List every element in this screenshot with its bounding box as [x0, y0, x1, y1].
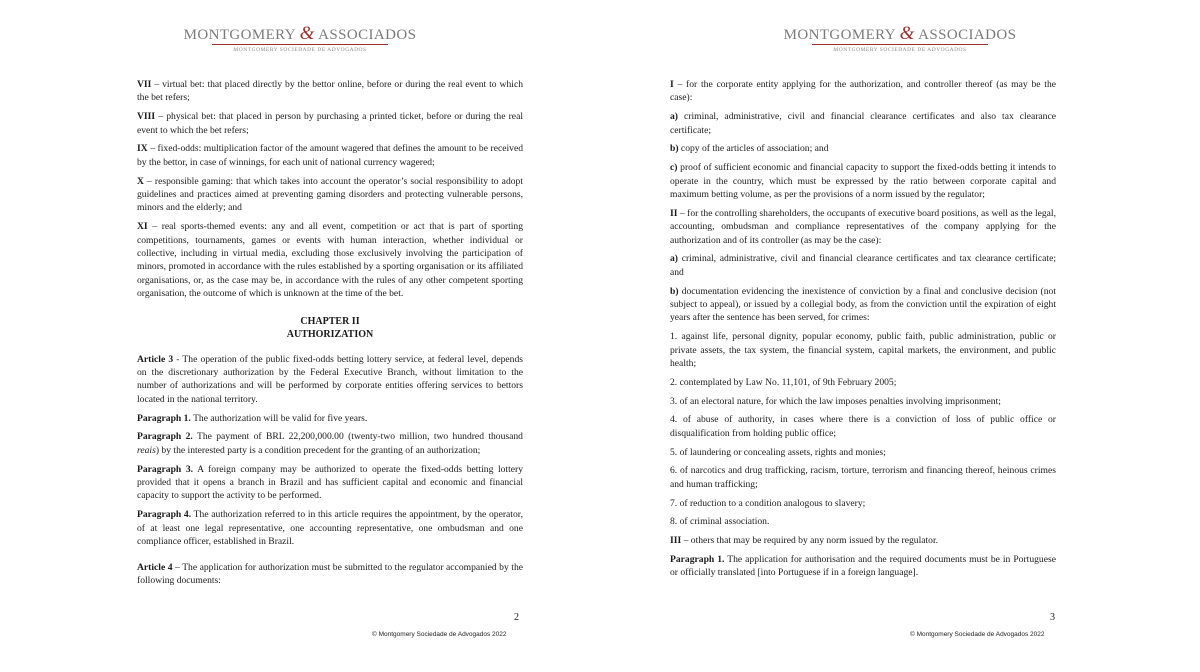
list-item: 7. of reduction to a condition analogous to slavery;	[670, 497, 866, 509]
paragraph: a) criminal, administrative, civil and financial clearance certificates and tax clearance certificate; and	[670, 253, 1056, 278]
paragraph: VII – virtual bet: that placed directly by the bettor online, before or during the real event to which the bet refers;	[137, 79, 523, 104]
paragraph: Paragraph 1. The authorization will be valid for five years.	[137, 412, 368, 424]
paragraph: VIII – physical bet: that placed in person by purchasing a printed ticket, before or during the real event to which the bet refers;	[137, 111, 523, 136]
paragraph: III – others that may be required by any norm issued by the regulator.	[670, 535, 939, 547]
brand-logo: MONTGOMERY & ASSOCIADOS	[183, 23, 417, 44]
brand-divider	[812, 44, 988, 45]
article-list	[137, 353, 523, 588]
paragraph: Paragraph 4. The authorization referred to in this article requires the appointment, by the operator, of at least one legal representative, one accounting representative, one ombudsman and one compliance officer, established in Brazil.	[137, 509, 523, 548]
paragraph: b) copy of the articles of association; and	[670, 143, 829, 155]
paragraph: Article 4 – The application for authorization must be submitted to the regulator accompanied by the following documents:	[137, 561, 523, 586]
paragraph: b) documentation evidencing the inexistence of conviction by a final and conclusive decision (not subject to appeal), or issued by a collegial body, as from the conviction until the expiration of eight years after the sentence has been served, for crimes:	[670, 285, 1056, 324]
brand-divider	[212, 44, 388, 45]
paragraph: Paragraph 3. A foreign company may be authorized to operate the fixed-odds betting lottery provided that it opens a branch in Brazil and has sufficient capital and economic and financial capacity to support the activity to be performed.	[137, 463, 523, 502]
list-item: 6. of narcotics and drug trafficking, racism, torture, terrorism and financing thereof, heinous crimes and human trafficking;	[670, 465, 1056, 490]
paragraph: I – for the corporate entity applying for the authorization, and controller thereof (as may be the case):	[670, 79, 1056, 104]
page-footer: © Montgomery Sociedade de Advogados 2022	[910, 631, 1045, 638]
paragraph: X – responsible gaming: that which takes into account the operator’s social responsibility to adopt guidelines and practices aimed at preventing gaming disorders and protecting vulnerable persons, minors and the elderly; and	[137, 175, 523, 214]
paragraph: a) criminal, administrative, civil and financial clearance certificates and also tax clearance certificate;	[670, 111, 1056, 136]
paragraph: Paragraph 1. The application for authorisation and the required documents must be in Portuguese or officially translated [into Portuguese if in a foreign language].	[670, 554, 1056, 579]
letterhead	[600, 23, 1200, 53]
paragraph: XI – real sports-themed events: any and all event, competition or act that is part of sporting competitions, tournaments, games or events with human interaction, whether individual or collective, including in virtual media, excluding those exclusively involving the participation of minors, promoted in accordance with the rules established by a sporting organisation or its affiliated organisations, or, as the case may be, in accordance with the rules of any other competent sporting organisation, the outcome of which is unknown at the time of the bet.	[137, 221, 523, 300]
list-item: 3. of an electoral nature, for which the law imposes penalties involving imprisonment;	[670, 395, 1001, 407]
list-item: 8. of criminal association.	[670, 516, 770, 528]
brand-subtitle: MONTGOMERY SOCIEDADE DE ADVOGADOS	[233, 47, 367, 53]
list-item: 4. of abuse of authority, in cases where there is a conviction of loss of public office or disqualification from holding public office;	[670, 414, 1056, 439]
paragraph: IX – fixed-odds: multiplication factor of the amount wagered that defines the amount to be received by the bettor, in case of winnings, for each unit of national currency wagered;	[137, 143, 523, 168]
chapter-heading: CHAPTER II AUTHORIZATION	[286, 315, 374, 340]
letterhead	[0, 23, 600, 53]
page-number: 3	[1050, 612, 1055, 623]
paragraph: Paragraph 2. The payment of BRL 22,200,000.00 (twenty-two million, two hundred thousand reais) by the interested party is a condition precedent for the granting of an authorization;	[137, 431, 523, 456]
paragraph: Article 3 - The operation of the public fixed-odds betting lottery service, at federal level, depends on the discretionary authorization by the Federal Executive Branch, without limitation to the number of authorizations and will be performed by corporate entities offering services to bettors located in the national territory.	[137, 353, 523, 405]
list-item: 1. against life, personal dignity, popular economy, public faith, public administration, public or private assets, the tax system, the financial system, capital markets, the environment, and public health;	[670, 331, 1056, 370]
page-footer: © Montgomery Sociedade de Advogados 2022	[372, 631, 507, 638]
paragraph: c) proof of sufficient economic and financial capacity to support the fixed-odds betting it intends to operate in the country, which must be expressed by the ratio between corporate capital and maximum betting volume, as per the provisions of a norm issued by the regulator;	[670, 162, 1056, 201]
paragraph: II – for the controlling shareholders, the occupants of executive board positions, as well as the legal, accounting, ombudsman and compliance representatives of the company applying for the authorization and of its controller (as may be the case):	[670, 207, 1056, 246]
document-page-3	[600, 0, 1200, 672]
page-number: 2	[514, 612, 519, 623]
list-item: 5. of laundering or concealing assets, rights and monies;	[670, 446, 886, 458]
list-item: 2. contemplated by Law No. 11,101, of 9th February 2005;	[670, 376, 897, 388]
brand-subtitle: MONTGOMERY SOCIEDADE DE ADVOGADOS	[833, 47, 967, 53]
page-body	[670, 78, 1056, 585]
definitions-list	[137, 78, 523, 301]
page-body	[137, 78, 523, 593]
brand-logo: MONTGOMERY & ASSOCIADOS	[783, 23, 1017, 44]
